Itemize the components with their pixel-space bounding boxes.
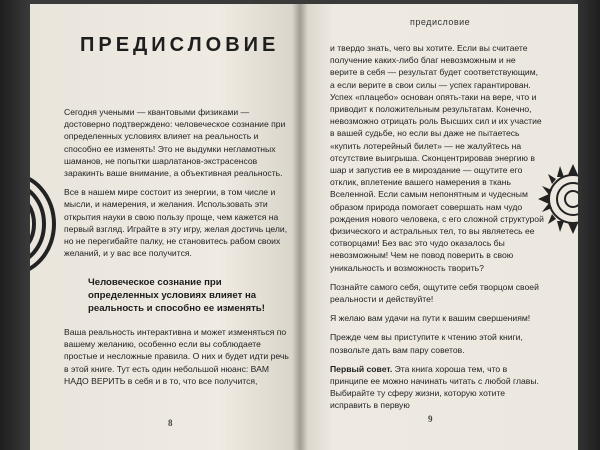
- pull-quote: Человеческое сознание при определенных условиях влияет на реальность и способно ее изменять!: [88, 277, 265, 314]
- paragraph-advice: [330, 363, 544, 412]
- paragraph: Сегодня учеными — квантовыми физиками — достоверно подтверждено: человеческое сознание при определенных условиях влияет на реальность и способно ее изменять! Это не выдумки негламотных шаманов, не попытки шарлатанов-экстрасенсов заракинть ваше внимание, а объективная реальность.: [64, 107, 286, 179]
- spiral-icon: [30, 164, 60, 284]
- right-page: [300, 4, 578, 450]
- page-number-right: 9: [428, 414, 433, 424]
- right-text: [330, 42, 544, 419]
- page-title: ПРЕДИСЛОВИЕ: [80, 34, 280, 56]
- page-number-left: 8: [168, 418, 173, 428]
- sun-icon: [518, 144, 578, 254]
- left-text: [64, 106, 292, 266]
- advice-lead: Первый совет.: [330, 363, 393, 374]
- paragraph: Все в нашем мире состоит из энергии, в том числе и мысли, и намерения, и желания. Использовать эти открытия науки в свою пользу проще, чем кажется на первый взгляд. Играйте в эту игру, желая достичь цели, но не перегибайте палку, не становитесь рабом своих желаний, и у вас все получится.: [64, 187, 288, 259]
- left-page: [30, 4, 300, 450]
- paragraph: Познайте самого себя, ощутите себя творцом своей реальности и действуйте!: [330, 281, 539, 305]
- running-header: предисловие: [410, 17, 471, 27]
- paragraph: Ваша реальность интерактивна и может изменяться по вашему желанию, особенно если вы соблюдаете простые и несложные правила. О них и будет идти речь в этой книге. Тут есть один небольшой нюанс: ВАМ НАДО ВЕРИТЬ в себя и в то, что все получится,: [64, 327, 289, 386]
- paragraph: и твердо знать, чего вы хотите. Если вы считаете получение каких-либо благ невозможным и не верите в себя — результат будет соответствующим, а если верите в свои силы — успех гарантирован. Успех «плацебо» основан опять-таки на вере, что и приводит к положительным результатам. Конечно, невозможно отрицать роль Высших сил и их участие в вашей судьбе, но если вы даже не пытаетесь «купить лотерейный билет» — не жалуйтесь на отсутствие выигрыша. Сконцентрировав энергию в шар и запустив ее в мироздание — ощутите его отклик, вплетение вашего намерения в ткань Вселенной. Если самым непонятным и чудесным образом природа помогает совершать нам чудо рождения нового человека, с его сложной структурой физического и астральных тел, то вы являетесь ее сотворцами! Без вас это чудо оказалось бы невозможным! Чем не повод поверить в свою уникальность и возможность творить?: [330, 43, 544, 273]
- paragraph: Прежде чем вы приступите к чтению этой книги, позвольте дать вам пару советов.: [330, 332, 523, 355]
- paragraph: Я желаю вам удачи на пути к вашим свершениям!: [330, 313, 531, 324]
- left-text-bottom: [64, 326, 292, 394]
- advice-text: Эта книга хороша тем, что в принципе ее можно начинать читать с любой главы. Выбирайте ту сферу жизни, которую хотите исправить в первую: [330, 363, 539, 411]
- book-gutter: [292, 4, 308, 450]
